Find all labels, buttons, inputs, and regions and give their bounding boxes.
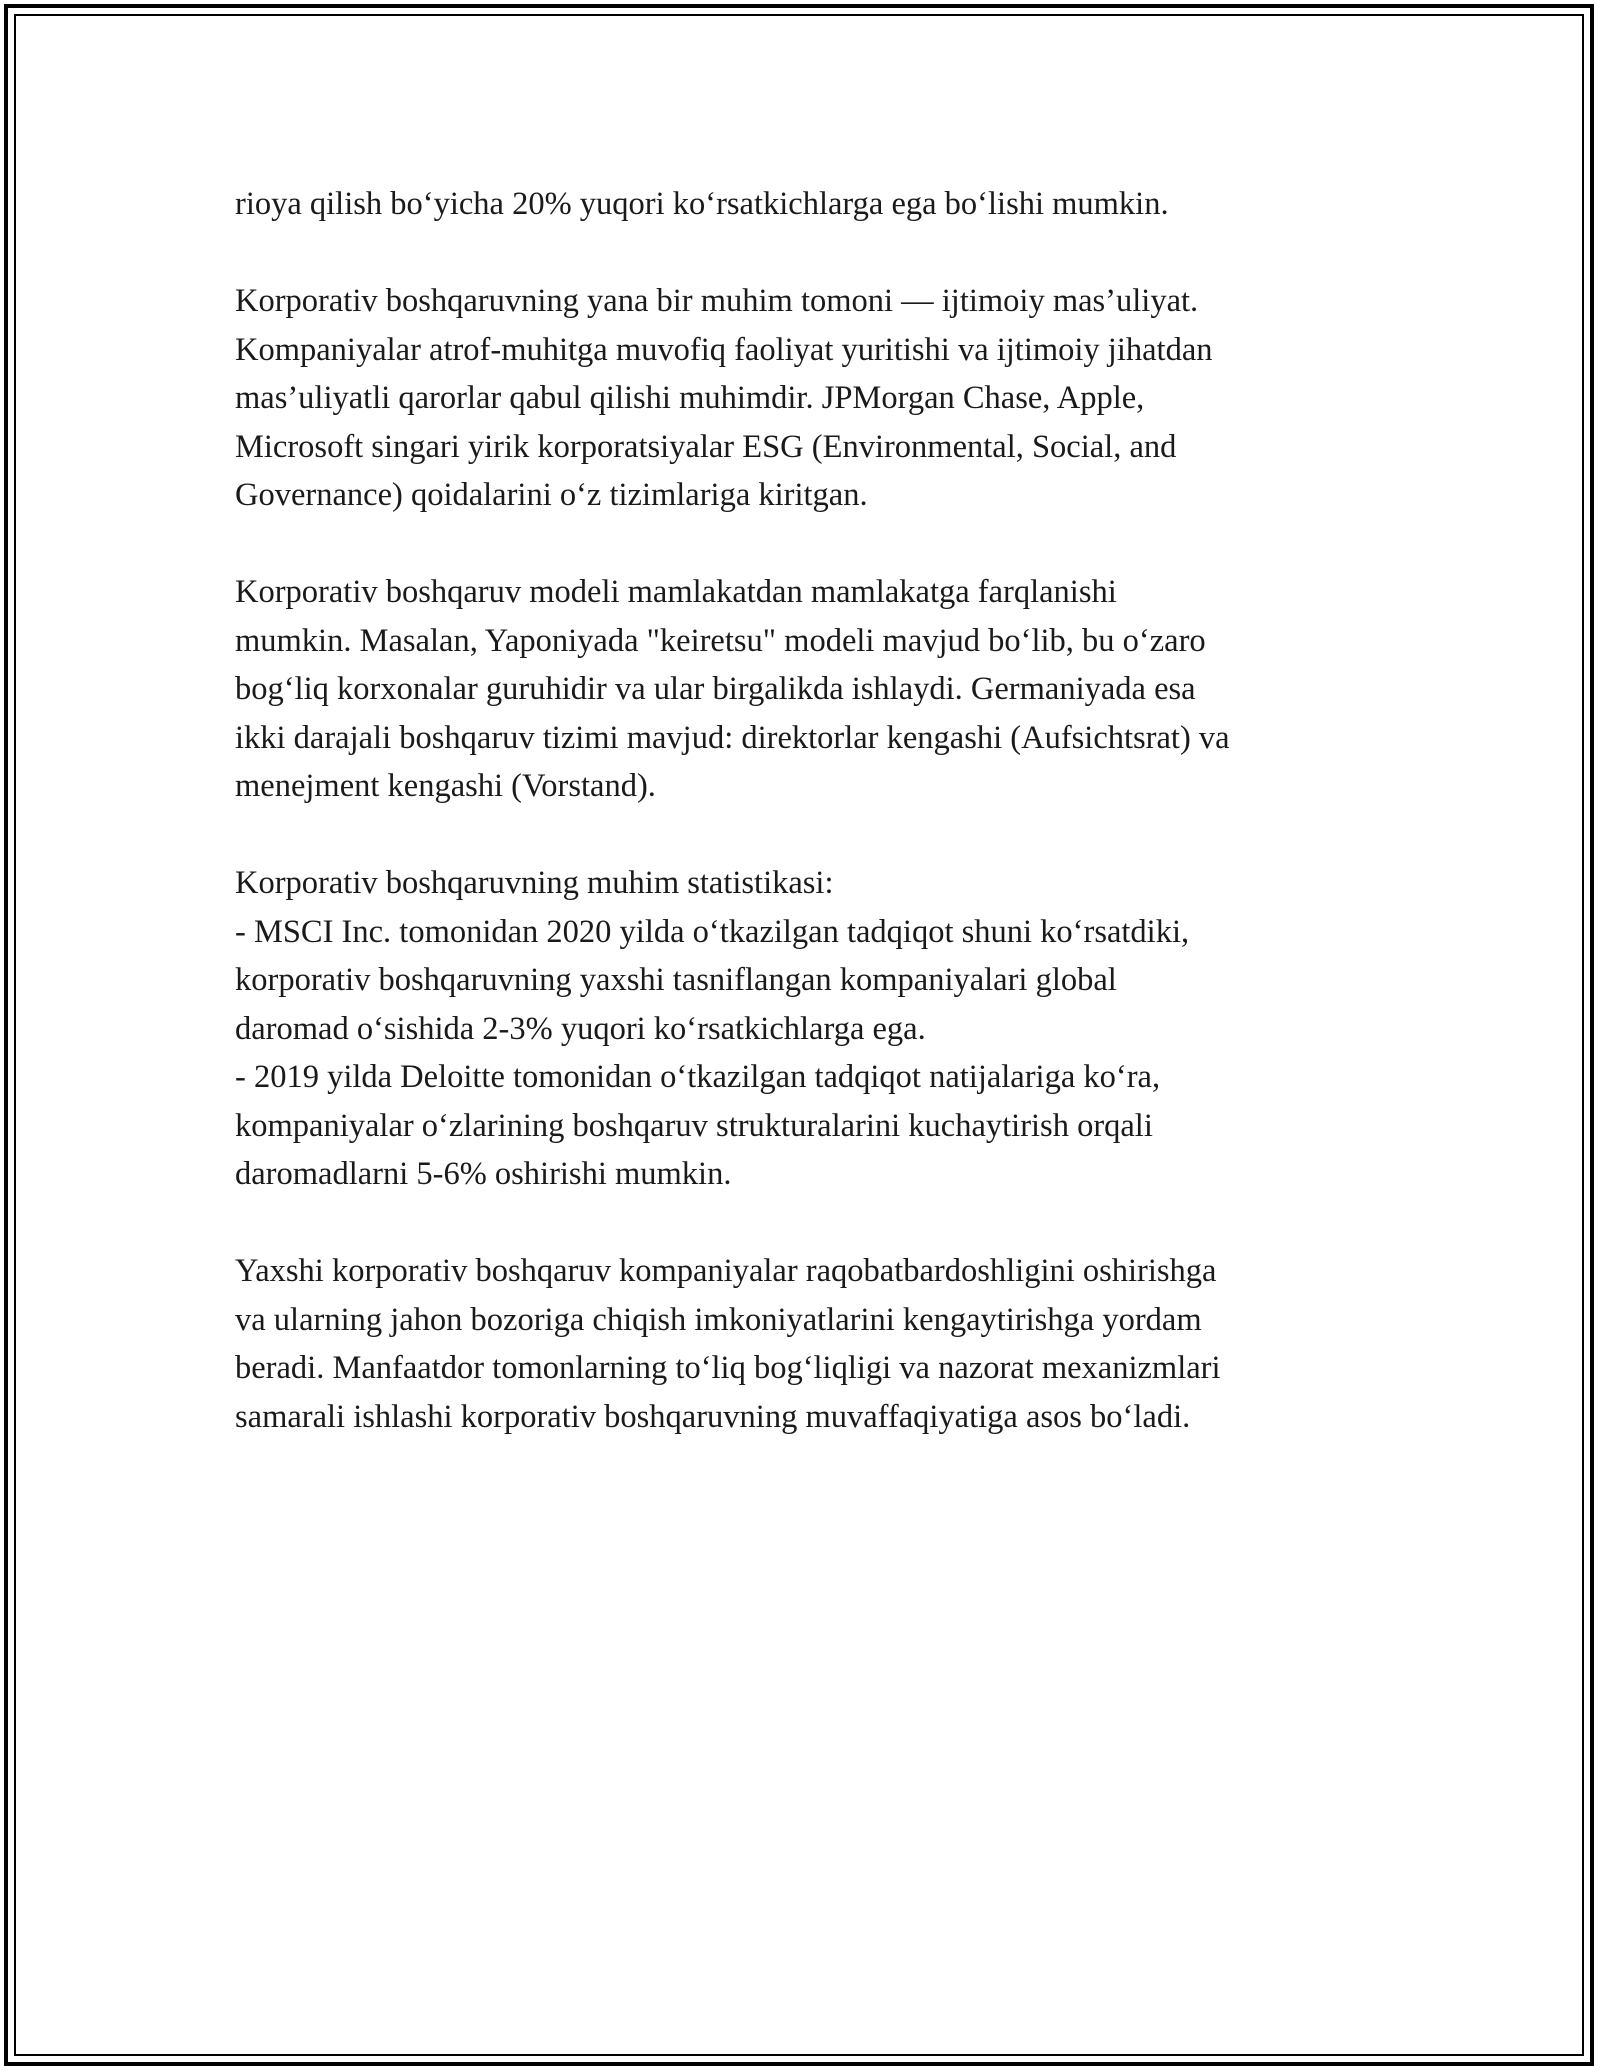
text-line: Kompaniyalar atrof-muhitga muvofiq faoliyat yuritishi va ijtimoiy jihatdan xyxy=(235,331,1213,368)
text-line: samarali ishlashi korporativ boshqaruvning muvaffaqiyatiga asos bo‘ladi. xyxy=(235,1398,1191,1435)
text-line: Korporativ boshqaruvning yana bir muhim tomoni — ijtimoiy mas’uliyat. xyxy=(235,283,1199,319)
text-line: mumkin. Masalan, Yaponiyada "keiretsu" modeli mavjud bo‘lib, bu o‘zaro xyxy=(235,622,1206,659)
paragraph-1 xyxy=(235,180,1385,229)
paragraph-2 xyxy=(235,277,1385,520)
text-line: mas’uliyatli qarorlar qabul qilishi muhimdir. JPMorgan Chase, Apple, xyxy=(235,380,1145,416)
text-line: daromad o‘sishida 2-3% yuqori ko‘rsatkichlarga ega. xyxy=(235,1010,926,1047)
paragraph-3 xyxy=(235,568,1385,811)
text-line: Korporativ boshqaruv modeli mamlakatdan mamlakatga farqlanishi xyxy=(235,574,1117,610)
text-line: menejment kengashi (Vorstand). xyxy=(235,768,656,804)
text-line: bog‘liq korxonalar guruhidir va ular birgalikda ishlaydi. Germaniyada esa xyxy=(235,671,1196,707)
text-line: kompaniyalar o‘zlarining boshqaruv strukturalarini kuchaytirish orqali xyxy=(235,1107,1153,1144)
text-line: Korporativ boshqaruvning muhim statistikasi: xyxy=(235,865,834,901)
text-line: beradi. Manfaatdor tomonlarning to‘liq bog‘liqligi va nazorat mexanizmlari xyxy=(235,1350,1221,1386)
text-line: - MSCI Inc. tomonidan 2020 yilda o‘tkazilgan tadqiqot shuni ko‘rsatdiki, xyxy=(235,913,1190,950)
text-line: Governance) qoidalarini o‘z tizimlariga kiritgan. xyxy=(235,477,868,513)
text-line: Yaxshi korporativ boshqaruv kompaniyalar raqobatbardoshligini oshirishga xyxy=(235,1253,1217,1289)
text-line: rioya qilish bo‘yicha 20% yuqori ko‘rsatkichlarga ega bo‘lishi mumkin. xyxy=(235,186,1169,222)
text-line: va ularning jahon bozoriga chiqish imkoniyatlarini kengaytirishga yordam xyxy=(235,1301,1202,1338)
paragraph-5 xyxy=(235,1247,1385,1441)
document-body xyxy=(235,180,1385,1490)
text-line: daromadlarni 5-6% oshirishi mumkin. xyxy=(235,1156,732,1192)
paragraph-4 xyxy=(235,859,1385,1199)
text-line: ikki darajali boshqaruv tizimi mavjud: direktorlar kengashi (Aufsichtsrat) va xyxy=(235,719,1230,756)
text-line: - 2019 yilda Deloitte tomonidan o‘tkazilgan tadqiqot natijalariga ko‘ra, xyxy=(235,1059,1161,1095)
text-line: korporativ boshqaruvning yaxshi tasniflangan kompaniyalari global xyxy=(235,962,1117,998)
text-line: Microsoft singari yirik korporatsiyalar ESG (Environmental, Social, and xyxy=(235,428,1177,465)
